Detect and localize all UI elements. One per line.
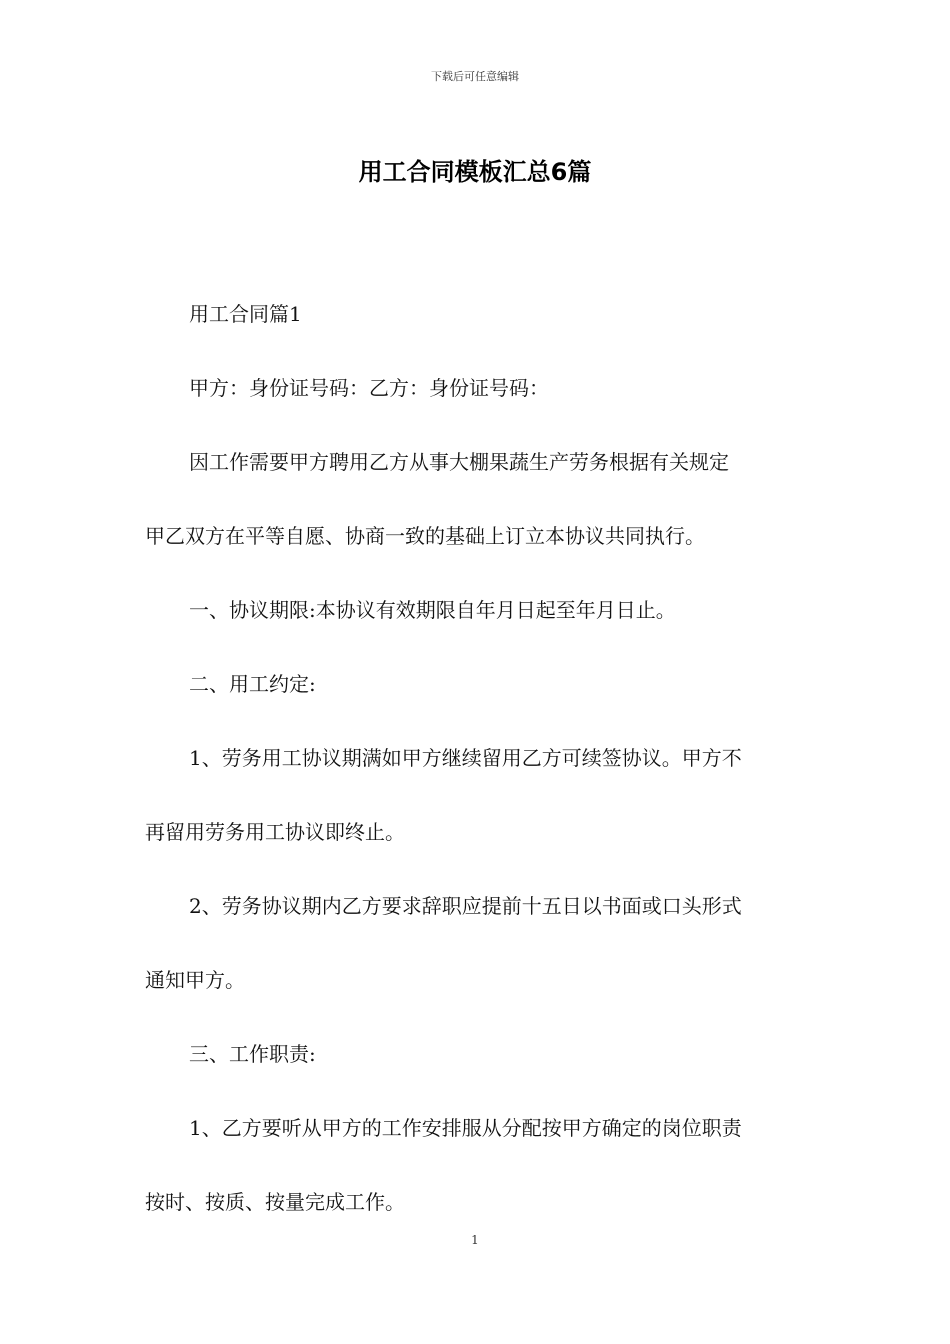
paragraph-line: 1、劳务用工协议期满如甲方继续留用乙方可续签协议。甲方不	[189, 746, 742, 770]
paragraph-line: 甲方：身份证号码：乙方：身份证号码：	[189, 376, 549, 400]
document-title: 用工合同模板汇总6篇	[358, 158, 592, 186]
paragraph-line: 一、协议期限:本协议有效期限自年月日起至年月日止。	[189, 598, 676, 622]
paragraph-line: 再留用劳务用工协议即终止。	[145, 820, 405, 844]
paragraph-line: 按时、按质、按量完成工作。	[145, 1190, 405, 1214]
paragraph-line: 二、用工约定:	[189, 672, 316, 696]
document-body	[145, 277, 807, 1239]
paragraph-line: 因工作需要甲方聘用乙方从事大棚果蔬生产劳务根据有关规定	[189, 450, 729, 474]
paragraph-line: 三、工作职责:	[189, 1042, 316, 1066]
paragraph-line: 用工合同篇1	[189, 302, 302, 326]
paragraph-line: 1、乙方要听从甲方的工作安排服从分配按甲方确定的岗位职责	[189, 1116, 742, 1140]
header-note: 下载后可任意编辑	[431, 70, 519, 83]
page-number: 1	[471, 1233, 479, 1247]
paragraph-line: 2、劳务协议期内乙方要求辞职应提前十五日以书面或口头形式	[189, 894, 742, 918]
paragraph-line: 甲乙双方在平等自愿、协商一致的基础上订立本协议共同执行。	[145, 524, 705, 548]
paragraph-line: 通知甲方。	[145, 968, 245, 992]
